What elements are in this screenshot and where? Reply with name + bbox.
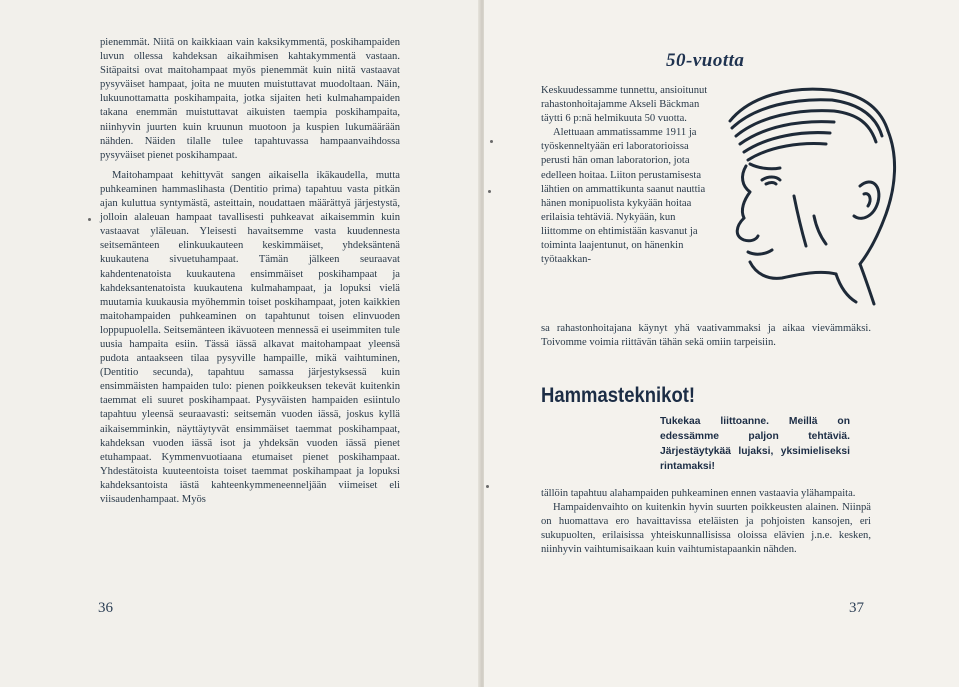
print-speck — [88, 218, 91, 221]
bio-continuation: sa rahastonhoitajana käynyt yhä vaativammaksi ja aikaa vievämmäksi. Toivomme voimia riittävän tähän sekä omiin tarpeisiin. — [541, 323, 871, 349]
portrait-illustration — [710, 76, 905, 306]
print-speck — [488, 190, 491, 193]
appeal-heading: Hammasteknikot! — [541, 384, 696, 407]
left-paragraph-2: Maitohampaat kehittyvät sangen aikaisella ikäkaudella, mutta puhkeaminen hammaslihasta (Dentitio prima) tapahtuu vasta pitkän ajan kuluttua syntymästä, asteittain, noudattaen määrättyä järjestystä, jolloin alaleuan hampaat tavallisesti puhkeavat aikaisemmin kuin vastaavat yläleuan. Yleisesti havaitsemme vasta kuudennesta seitsemänteen elinkuukauteen keskimmäiset, yhdeksäntenä kuukautena sivuetuhampaat. Tämän jälkeen seuraavat kahdentenatoista kuukautena ensimmäiset poskihampaat ja kahdeksantenatoista kuukautena kulmahampaat, ja lopuksi vielä muutamia kuukausia myöhemmin toiset poskihampaat, joten kaikkien maitohampaiden puhkeaminen on tapahtunut toisen elinvuoden loppupuolella. Seitsemänteen ikävuoteen mennessä ei useimmiten tule uusia hampaita esiin. Tässä iässä alkavat maitohampaat yleensä pudota antaakseen tilaa pysyville hampaille, mikä vaihtuminen, (Dentitio secunda), tapahtuu samassa järjestyksessä kuin ensimmäisten hampaiden tulo: pienen poikkeuksen tekevät kuitenkin taemmat eli suuret poskihampaat. Pysyväisten hampaiden esiintulo tapahtuu yleensä seuraavasti: seitsemän vuoden iässä, joskus kyllä aikaisemminkin, näyttäytyvät ensimmäiset taemmat poskihampaat, kahdeksan vuoden iässä isot ja yhdeksän vuoden iässä pienet etuhampaat. Kymmenvuotiaana etumaiset pienet poskihampaat. Yhdestätoista kuuteentoista toiset taemmat poskihampaat ja lopuksi kahdeksantoista iästä kahteenkymmeneenneljään viimeiset eli viisaudenhampaat. Myös — [100, 169, 400, 505]
print-speck — [490, 140, 493, 143]
left-paragraph-1: pienemmät. Niitä on kaikkiaan vain kaksikymmentä, poskihampaiden luvun ollessa kahdeksan aikaihmisen kahtakymmentä vastaan. Sitäpaitsi ovat maitohampaat myös pienemmät kuin niitä vastaavat pysyväiset hampaat, joita ne muuten muistuttavat muodoltaan. Näin, lukuunottamatta poskihampaita, jotka sijaiten heti kulmahampaiden takana enemmän muistuttavat aikuisten taempia poskihampaita, niinhyvin juurten kuin kruunun muotoon ja kuspien lukumäärään nähden. Näiden tilalle tulee tapahtuvassa hampaanvaihdossa pysyväiset pienet poskihampaat. — [100, 37, 400, 161]
right-text-column — [541, 487, 871, 557]
right-page — [484, 0, 959, 687]
right-paragraph-2: Hampaidenvaihto on kuitenkin hyvin suurten poikkeusten alainen. Niinpä on huomattava ero havaittavissa eteläisten ja pohjoisten kansojen, eri sukupuolten, erilaisissa yhteiskunnallisissa oloissa elävien j.n.e. kesken, niinhyvin vaihtumisaikaan kuin vaihtumistapaankin nähden. — [541, 502, 871, 556]
right-paragraph-1: tällöin tapahtuu alahampaiden puhkeaminen ennen vastaavia ylähampaita. — [541, 488, 856, 499]
appeal-text: Tukekaa liittoanne. Meillä on edessämme paljon tehtäviä. Järjestäytykää lujaksi, yksimieliseksi rintamaksi! — [660, 416, 850, 472]
bio-paragraph-2: Alettuaan ammatissamme 1911 ja työskenneltyään eri laboratorioissa perusti hän oman laboratorion, jota edelleen hoitaa. Liiton perustamisesta lähtien on ammattikunta saanut nauttia hänen monipuolista kykyään hoitaa erilaisia tehtäviä. Nykyään, kun liittomme on ehtimistään kasvanut ja toiminta laajentunut, on hänenkin työtaakkan- — [541, 127, 706, 266]
article-title: 50-vuotta — [666, 50, 745, 71]
bio-paragraph-1: Keskuudessamme tunnettu, ansioitunut rahastonhoitajamme Akseli Bäckman täytti 6 p:nä helmikuuta 50 vuotta. — [541, 85, 708, 125]
print-speck — [486, 485, 489, 488]
bio-narrow-column — [541, 84, 711, 267]
left-text-column — [100, 36, 400, 507]
page-number-right: 37 — [849, 600, 864, 616]
page-number-left: 36 — [98, 600, 113, 616]
